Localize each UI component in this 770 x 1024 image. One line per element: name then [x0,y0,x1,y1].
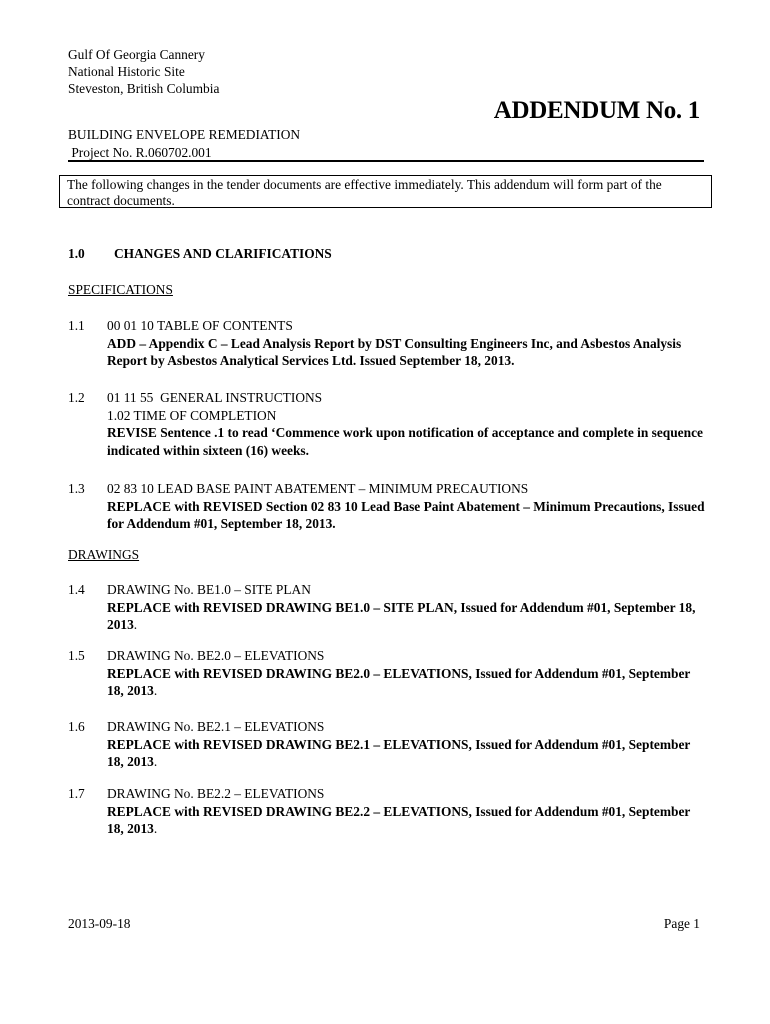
item-line: 01 11 55 GENERAL INSTRUCTIONS [107,390,323,405]
item-instruction-tail: . [153,821,158,836]
section-heading [68,245,332,263]
item-number: 1.1 [68,318,85,333]
organization-address [68,46,219,97]
project-number: Project No. R.060702.001 [68,144,212,160]
item-number: 1.4 [68,582,85,597]
item-number: 1.6 [68,719,85,734]
item-instruction: REPLACE with REVISED DRAWING BE2.0 – ELEVATIONS, Issued for Addendum #01, September 18, 2013 [107,665,691,698]
project-info [68,126,300,161]
item-instruction-tail: . [153,683,158,698]
project-name: BUILDING ENVELOPE REMEDIATION [68,127,301,142]
section-title: CHANGES AND CLARIFICATIONS [114,246,332,261]
item-instruction: REPLACE with REVISED DRAWING BE1.0 – SITE PLAN, Issued for Addendum #01, September 18, 2013 [107,599,696,632]
specifications-heading: SPECIFICATIONS [68,282,173,297]
spec-item [68,480,708,533]
org-line: Steveston, British Columbia [68,81,220,96]
item-line: 1.02 TIME OF COMPLETION [107,407,277,423]
drawing-item [68,785,708,838]
item-number: 1.5 [68,648,85,663]
item-instruction-tail: . [133,617,138,632]
item-line: 02 83 10 LEAD BASE PAINT ABATEMENT – MINIMUM PRECAUTIONS [107,481,529,496]
item-instruction-tail: . [153,754,158,769]
item-line: 00 01 10 TABLE OF CONTENTS [107,318,293,333]
drawings-heading: DRAWINGS [68,547,140,562]
item-line: DRAWING No. BE1.0 – SITE PLAN [107,582,311,597]
drawing-item [68,647,708,700]
item-instruction: REPLACE with REVISED DRAWING BE2.2 – ELEVATIONS, Issued for Addendum #01, September 18, 2013 [107,803,691,836]
spec-item [68,317,708,370]
drawing-item [68,718,708,771]
notice-box: The following changes in the tender documents are effective immediately. This addendum will form part of the contract documents. [59,175,712,208]
section-number: 1.0 [68,246,85,261]
item-instruction: REPLACE with REVISED DRAWING BE2.1 – ELEVATIONS, Issued for Addendum #01, September 18, 2013 [107,736,691,769]
page-number: Page 1 [663,916,700,931]
item-instruction: ADD – Appendix C – Lead Analysis Report by DST Consulting Engineers Inc, and Asbestos Analysis Report by Asbestos Analytical Services Ltd. Issued September 18, 2013. [107,335,682,368]
org-line: National Historic Site [68,64,185,79]
item-instruction: REPLACE with REVISED Section 02 83 10 Lead Base Paint Abatement – Minimum Precautions, Issued for Addendum #01, September 18, 2013. [107,498,705,531]
footer-date: 2013-09-18 [68,916,131,931]
item-line: DRAWING No. BE2.1 – ELEVATIONS [107,719,325,734]
item-number: 1.7 [68,786,85,801]
org-line: Gulf Of Georgia Cannery [68,47,205,62]
item-number: 1.3 [68,481,85,496]
document-title: ADDENDUM No. 1 [493,97,700,124]
header-divider [68,160,704,162]
item-line: DRAWING No. BE2.0 – ELEVATIONS [107,648,325,663]
item-number: 1.2 [68,390,85,405]
item-instruction: REVISE Sentence .1 to read ‘Commence work upon notification of acceptance and complete in sequence indicated within sixteen (16) weeks. [107,425,703,458]
item-line: DRAWING No. BE2.2 – ELEVATIONS [107,786,325,801]
drawing-item [68,581,708,634]
spec-item [68,389,708,459]
